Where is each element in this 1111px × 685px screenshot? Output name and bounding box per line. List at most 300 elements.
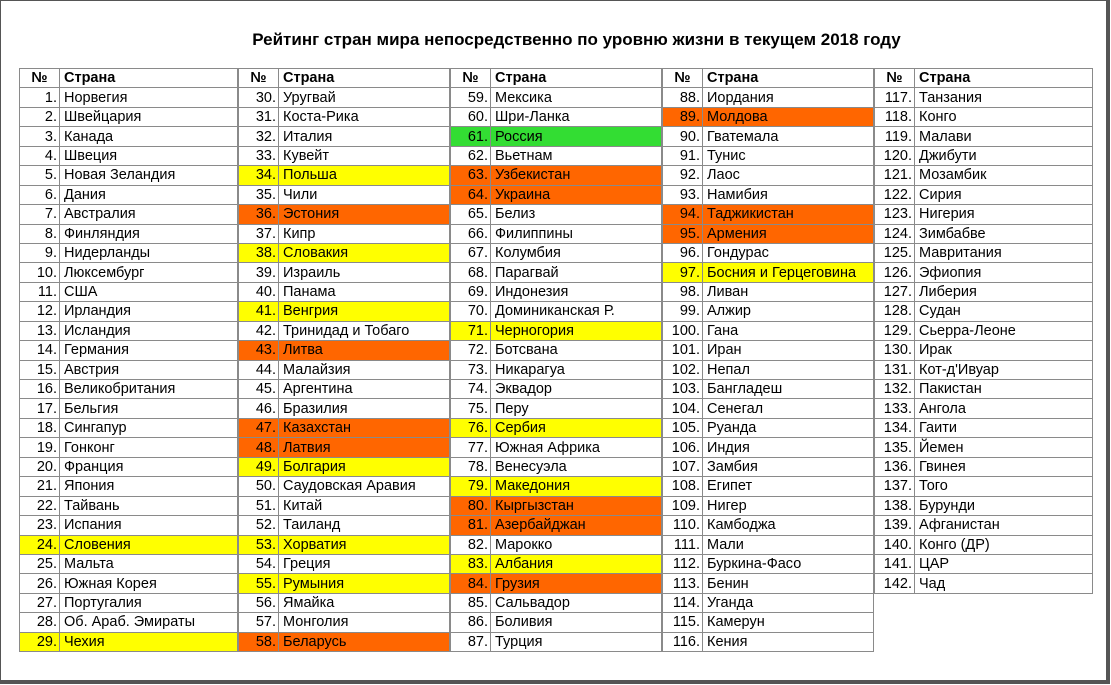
rank-number: 134. — [875, 418, 915, 437]
country-name: Панама — [279, 282, 450, 301]
table-row — [663, 574, 874, 593]
country-name: Армения — [703, 224, 874, 243]
country-name: США — [60, 282, 238, 301]
country-name: Сингапур — [60, 418, 238, 437]
table-row — [663, 593, 874, 612]
table-row — [20, 185, 238, 204]
table-row — [663, 341, 874, 360]
table-row — [451, 418, 662, 437]
rank-number: 80. — [451, 496, 491, 515]
country-name: Германия — [60, 341, 238, 360]
country-name: Кипр — [279, 224, 450, 243]
country-name: Перу — [491, 399, 662, 418]
country-name: Тайвань — [60, 496, 238, 515]
rank-number: 19. — [20, 438, 60, 457]
rank-number: 69. — [451, 282, 491, 301]
country-name: ЦАР — [915, 554, 1093, 573]
table-row — [451, 185, 662, 204]
country-name: Алжир — [703, 302, 874, 321]
country-name: Камерун — [703, 613, 874, 632]
rank-number: 37. — [239, 224, 279, 243]
rank-number: 91. — [663, 146, 703, 165]
rank-number: 85. — [451, 593, 491, 612]
table-row — [451, 457, 662, 476]
table-row — [20, 632, 238, 651]
table-row — [20, 496, 238, 515]
rank-number: 135. — [875, 438, 915, 457]
table-row — [451, 205, 662, 224]
table-row — [875, 380, 1093, 399]
country-name: Эстония — [279, 205, 450, 224]
country-name: Кот-д'Ивуар — [915, 360, 1093, 379]
table-row — [875, 282, 1093, 301]
country-name: Бурунди — [915, 496, 1093, 515]
rank-number: 21. — [20, 477, 60, 496]
country-name: Ботсвана — [491, 341, 662, 360]
table-row — [239, 593, 450, 612]
header-country: Страна — [279, 69, 450, 88]
rank-number: 65. — [451, 205, 491, 224]
country-name: Уругвай — [279, 88, 450, 107]
table-row — [663, 438, 874, 457]
country-name: Швейцария — [60, 107, 238, 126]
rank-number: 122. — [875, 185, 915, 204]
rank-number: 101. — [663, 341, 703, 360]
table-row — [451, 263, 662, 282]
rank-number: 141. — [875, 554, 915, 573]
country-name: Об. Араб. Эмираты — [60, 613, 238, 632]
table-row — [451, 107, 662, 126]
country-name: Мозамбик — [915, 166, 1093, 185]
country-name: Шри-Ланка — [491, 107, 662, 126]
country-name: Мальта — [60, 554, 238, 573]
table-row — [20, 166, 238, 185]
rank-number: 1. — [20, 88, 60, 107]
rank-number: 86. — [451, 613, 491, 632]
rank-number: 102. — [663, 360, 703, 379]
country-name: Колумбия — [491, 243, 662, 262]
rank-number: 133. — [875, 399, 915, 418]
table-row — [875, 360, 1093, 379]
table-row — [20, 88, 238, 107]
country-name: Канада — [60, 127, 238, 146]
rank-number: 127. — [875, 282, 915, 301]
country-name: Коста-Рика — [279, 107, 450, 126]
table-header-row — [663, 69, 874, 88]
table-row — [451, 438, 662, 457]
table-row — [451, 224, 662, 243]
rank-number: 76. — [451, 418, 491, 437]
table-row — [451, 88, 662, 107]
country-name: Того — [915, 477, 1093, 496]
table-row — [239, 360, 450, 379]
table-row — [20, 341, 238, 360]
table-row — [451, 574, 662, 593]
table-row — [20, 263, 238, 282]
rank-number: 107. — [663, 457, 703, 476]
rank-number: 131. — [875, 360, 915, 379]
country-name: Бенин — [703, 574, 874, 593]
rank-number: 71. — [451, 321, 491, 340]
country-name: Новая Зеландия — [60, 166, 238, 185]
rank-number: 117. — [875, 88, 915, 107]
rank-number: 104. — [663, 399, 703, 418]
table-row — [663, 282, 874, 301]
country-name: Черногория — [491, 321, 662, 340]
country-name: Малайзия — [279, 360, 450, 379]
table-row — [875, 477, 1093, 496]
country-name: Австралия — [60, 205, 238, 224]
country-name: Конго — [915, 107, 1093, 126]
country-name: Италия — [279, 127, 450, 146]
country-name: Гондурас — [703, 243, 874, 262]
rank-number: 17. — [20, 399, 60, 418]
header-number: № — [451, 69, 491, 88]
country-name: Дания — [60, 185, 238, 204]
rank-number: 38. — [239, 243, 279, 262]
country-name: Азербайджан — [491, 516, 662, 535]
country-name: Марокко — [491, 535, 662, 554]
table-row — [663, 185, 874, 204]
country-name: Сирия — [915, 185, 1093, 204]
country-name: Бангладеш — [703, 380, 874, 399]
rank-number: 140. — [875, 535, 915, 554]
country-name: Бразилия — [279, 399, 450, 418]
table-row — [239, 185, 450, 204]
table-row — [875, 457, 1093, 476]
country-name: Лаос — [703, 166, 874, 185]
table-row — [239, 263, 450, 282]
table-row — [875, 185, 1093, 204]
rank-number: 94. — [663, 205, 703, 224]
country-name: Великобритания — [60, 380, 238, 399]
country-name: Сьерра-Леоне — [915, 321, 1093, 340]
table-row — [239, 146, 450, 165]
table-row — [451, 496, 662, 515]
table-header-row — [451, 69, 662, 88]
country-name: Непал — [703, 360, 874, 379]
country-name: Никарагуа — [491, 360, 662, 379]
rank-number: 89. — [663, 107, 703, 126]
rank-number: 20. — [20, 457, 60, 476]
rank-number: 27. — [20, 593, 60, 612]
rank-number: 13. — [20, 321, 60, 340]
country-name: Португалия — [60, 593, 238, 612]
rank-number: 103. — [663, 380, 703, 399]
rank-number: 88. — [663, 88, 703, 107]
rank-number: 83. — [451, 554, 491, 573]
country-name: Ливан — [703, 282, 874, 301]
country-name: Ямайка — [279, 593, 450, 612]
country-name: Ангола — [915, 399, 1093, 418]
rank-number: 116. — [663, 632, 703, 651]
rank-number: 46. — [239, 399, 279, 418]
rank-number: 90. — [663, 127, 703, 146]
rank-number: 52. — [239, 516, 279, 535]
rating-table-2 — [238, 68, 450, 652]
table-row — [20, 107, 238, 126]
table-row — [663, 263, 874, 282]
table-row — [663, 360, 874, 379]
country-name: Белиз — [491, 205, 662, 224]
header-number: № — [20, 69, 60, 88]
country-name: Зимбабве — [915, 224, 1093, 243]
rank-number: 96. — [663, 243, 703, 262]
rank-number: 34. — [239, 166, 279, 185]
table-row — [451, 593, 662, 612]
country-name: Молдова — [703, 107, 874, 126]
country-name: Пакистан — [915, 380, 1093, 399]
rating-table-3 — [450, 68, 662, 652]
country-name: Франция — [60, 457, 238, 476]
table-row — [20, 574, 238, 593]
header-country: Страна — [703, 69, 874, 88]
rank-number: 130. — [875, 341, 915, 360]
table-row — [239, 127, 450, 146]
table-row — [875, 166, 1093, 185]
table-row — [451, 166, 662, 185]
table-row — [875, 224, 1093, 243]
table-row — [239, 399, 450, 418]
country-name: Сенегал — [703, 399, 874, 418]
rank-number: 128. — [875, 302, 915, 321]
country-name: Сербия — [491, 418, 662, 437]
table-header-row — [875, 69, 1093, 88]
country-name: Грузия — [491, 574, 662, 593]
rank-number: 121. — [875, 166, 915, 185]
table-row — [239, 302, 450, 321]
country-name: Кувейт — [279, 146, 450, 165]
table-row — [875, 341, 1093, 360]
table-row — [663, 399, 874, 418]
rank-number: 67. — [451, 243, 491, 262]
table-row — [239, 535, 450, 554]
country-name: Мавритания — [915, 243, 1093, 262]
country-name: Испания — [60, 516, 238, 535]
rank-number: 5. — [20, 166, 60, 185]
table-row — [239, 516, 450, 535]
country-name: Судан — [915, 302, 1093, 321]
table-row — [239, 613, 450, 632]
rank-number: 60. — [451, 107, 491, 126]
country-name: Индонезия — [491, 282, 662, 301]
country-name: Тринидад и Тобаго — [279, 321, 450, 340]
table-row — [663, 632, 874, 651]
country-name: Либерия — [915, 282, 1093, 301]
rank-number: 6. — [20, 185, 60, 204]
table-row — [663, 477, 874, 496]
table-row — [20, 457, 238, 476]
rank-number: 109. — [663, 496, 703, 515]
rank-number: 58. — [239, 632, 279, 651]
country-name: Израиль — [279, 263, 450, 282]
table-row — [239, 554, 450, 573]
country-name: Хорватия — [279, 535, 450, 554]
rank-number: 66. — [451, 224, 491, 243]
country-name: Венгрия — [279, 302, 450, 321]
country-name: Парагвай — [491, 263, 662, 282]
table-row — [20, 516, 238, 535]
table-row — [20, 477, 238, 496]
rank-number: 114. — [663, 593, 703, 612]
table-row — [20, 613, 238, 632]
country-name: Южная Корея — [60, 574, 238, 593]
country-name: Буркина-Фасо — [703, 554, 874, 573]
country-name: Боливия — [491, 613, 662, 632]
table-row — [875, 554, 1093, 573]
country-name: Египет — [703, 477, 874, 496]
rank-number: 81. — [451, 516, 491, 535]
rank-number: 24. — [20, 535, 60, 554]
country-name: Монголия — [279, 613, 450, 632]
table-row — [451, 360, 662, 379]
table-row — [239, 321, 450, 340]
table-row — [663, 166, 874, 185]
table-row — [663, 457, 874, 476]
country-name: Латвия — [279, 438, 450, 457]
rank-number: 43. — [239, 341, 279, 360]
rank-number: 56. — [239, 593, 279, 612]
table-row — [20, 302, 238, 321]
table-row — [875, 418, 1093, 437]
rank-number: 73. — [451, 360, 491, 379]
table-row — [875, 107, 1093, 126]
table-row — [451, 554, 662, 573]
table-row — [239, 341, 450, 360]
country-name: Беларусь — [279, 632, 450, 651]
country-name: Нигер — [703, 496, 874, 515]
rank-number: 4. — [20, 146, 60, 165]
country-name: Венесуэла — [491, 457, 662, 476]
country-name: Саудовская Аравия — [279, 477, 450, 496]
country-name: Руанда — [703, 418, 874, 437]
country-name: Намибия — [703, 185, 874, 204]
rank-number: 95. — [663, 224, 703, 243]
rank-number: 113. — [663, 574, 703, 593]
rank-number: 129. — [875, 321, 915, 340]
country-name: Австрия — [60, 360, 238, 379]
country-name: Индия — [703, 438, 874, 457]
table-row — [239, 477, 450, 496]
rank-number: 11. — [20, 282, 60, 301]
table-row — [663, 146, 874, 165]
country-name: Эквадор — [491, 380, 662, 399]
table-row — [20, 380, 238, 399]
rank-number: 10. — [20, 263, 60, 282]
rank-number: 32. — [239, 127, 279, 146]
rank-number: 142. — [875, 574, 915, 593]
country-name: Нигерия — [915, 205, 1093, 224]
rank-number: 57. — [239, 613, 279, 632]
table-row — [875, 88, 1093, 107]
header-number: № — [875, 69, 915, 88]
table-row — [663, 321, 874, 340]
rank-number: 36. — [239, 205, 279, 224]
country-name: Люксембург — [60, 263, 238, 282]
rank-number: 39. — [239, 263, 279, 282]
rank-number: 93. — [663, 185, 703, 204]
country-name: Россия — [491, 127, 662, 146]
table-row — [20, 321, 238, 340]
country-name: Гаити — [915, 418, 1093, 437]
country-name: Кения — [703, 632, 874, 651]
table-row — [20, 438, 238, 457]
country-name: Ирак — [915, 341, 1093, 360]
rank-number: 110. — [663, 516, 703, 535]
rank-number: 92. — [663, 166, 703, 185]
table-row — [20, 127, 238, 146]
country-name: Швеция — [60, 146, 238, 165]
rank-number: 124. — [875, 224, 915, 243]
rank-number: 97. — [663, 263, 703, 282]
country-name: Аргентина — [279, 380, 450, 399]
country-name: Босния и Герцеговина — [703, 263, 874, 282]
rank-number: 44. — [239, 360, 279, 379]
table-row — [663, 302, 874, 321]
header-number: № — [663, 69, 703, 88]
rank-number: 47. — [239, 418, 279, 437]
table-row — [239, 457, 450, 476]
table-row — [663, 107, 874, 126]
table-row — [239, 438, 450, 457]
rank-number: 49. — [239, 457, 279, 476]
rank-number: 106. — [663, 438, 703, 457]
rank-number: 31. — [239, 107, 279, 126]
country-name: Южная Африка — [491, 438, 662, 457]
rank-number: 70. — [451, 302, 491, 321]
country-name: Гана — [703, 321, 874, 340]
table-row — [875, 574, 1093, 593]
rank-number: 61. — [451, 127, 491, 146]
country-name: Малави — [915, 127, 1093, 146]
table-row — [663, 554, 874, 573]
rank-number: 29. — [20, 632, 60, 651]
table-row — [875, 263, 1093, 282]
rank-number: 53. — [239, 535, 279, 554]
table-row — [875, 205, 1093, 224]
rank-number: 9. — [20, 243, 60, 262]
table-row — [239, 166, 450, 185]
rank-number: 68. — [451, 263, 491, 282]
table-row — [875, 496, 1093, 515]
country-name: Эфиопия — [915, 263, 1093, 282]
country-name: Чад — [915, 574, 1093, 593]
country-name: Турция — [491, 632, 662, 651]
country-name: Таджикистан — [703, 205, 874, 224]
country-name: Таиланд — [279, 516, 450, 535]
table-row — [875, 516, 1093, 535]
rank-number: 14. — [20, 341, 60, 360]
table-row — [451, 613, 662, 632]
table-row — [239, 380, 450, 399]
table-row — [20, 399, 238, 418]
country-name: Гонконг — [60, 438, 238, 457]
table-row — [451, 302, 662, 321]
table-row — [663, 88, 874, 107]
rank-number: 99. — [663, 302, 703, 321]
table-row — [875, 438, 1093, 457]
rank-number: 26. — [20, 574, 60, 593]
country-name: Йемен — [915, 438, 1093, 457]
rank-number: 62. — [451, 146, 491, 165]
country-name: Болгария — [279, 457, 450, 476]
rank-number: 16. — [20, 380, 60, 399]
table-row — [239, 107, 450, 126]
rank-number: 45. — [239, 380, 279, 399]
table-row — [20, 554, 238, 573]
table-row — [451, 321, 662, 340]
rating-table-1 — [19, 68, 238, 652]
